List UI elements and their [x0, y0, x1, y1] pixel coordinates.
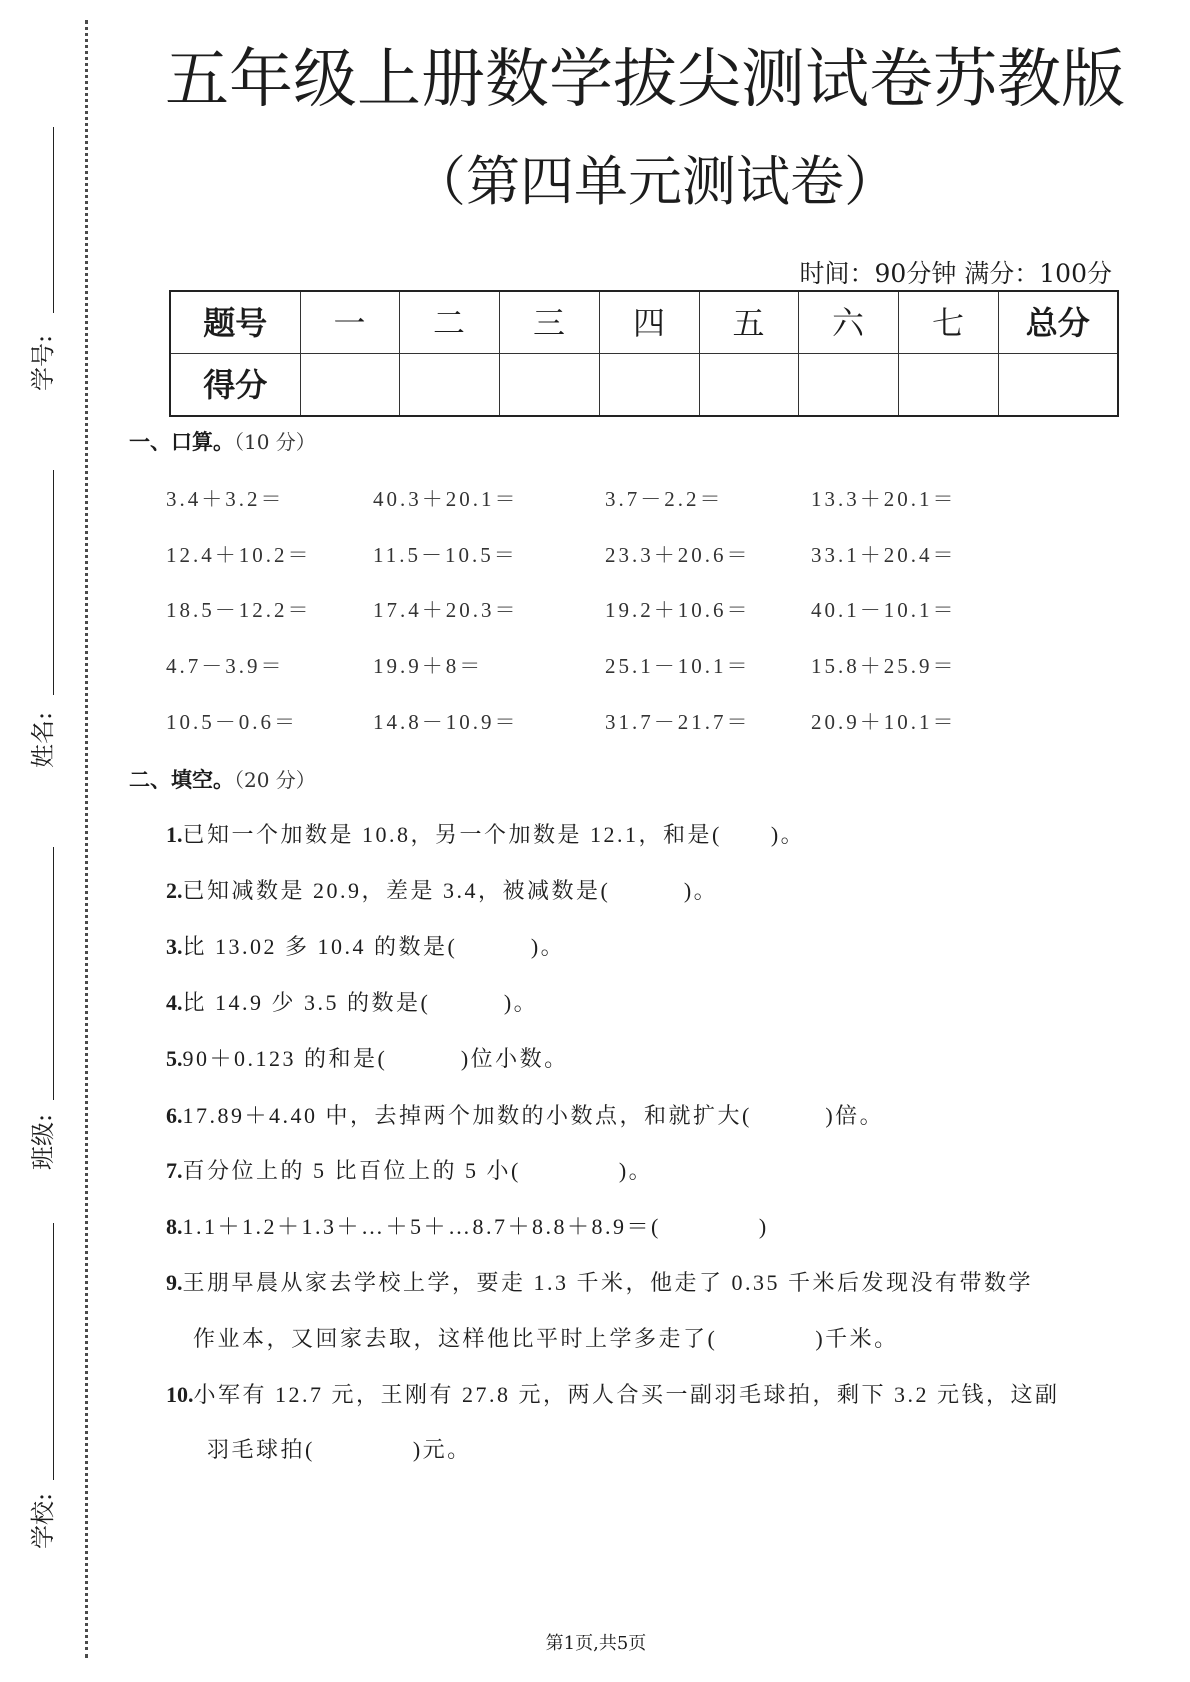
calc-problem: 10.5－0.6＝	[166, 710, 298, 734]
score-cell	[898, 354, 998, 417]
student-id-label: 学号:	[29, 334, 57, 392]
question-8	[166, 1211, 769, 1243]
binding-dotted-line	[85, 20, 88, 1658]
question-3	[166, 931, 565, 963]
calc-problem: 40.1－10.1＝	[811, 598, 957, 622]
page-indicator: 第1页,共5页	[545, 1633, 647, 1654]
question-text: 王朋早晨从家去学校上学，要走 1.3 千米，他走了 0.35 千米后发现没有带数学	[182, 1270, 1034, 1295]
question-10-continuation: 羽毛球拍( )元。	[207, 1437, 472, 1462]
calc-problem: 25.1－10.1＝	[605, 654, 751, 678]
question-text: 1.1＋1.2＋1.3＋…＋5＋…8.7＋8.8＋8.9＝( )	[182, 1214, 769, 1239]
question-number: 4.	[166, 990, 183, 1015]
calc-problem: 11.5－10.5＝	[373, 543, 518, 567]
calc-problem: 14.8－10.9＝	[373, 710, 519, 734]
question-5	[166, 1043, 569, 1075]
calc-problem: 20.9＋10.1＝	[811, 710, 957, 734]
calc-problem: 13.3＋20.1＝	[811, 487, 957, 511]
score-table-score-row	[170, 354, 1118, 417]
section2-points: （20 分）	[234, 768, 316, 792]
class-label: 班级:	[29, 1113, 57, 1171]
school-underline	[53, 1223, 54, 1480]
question-1	[166, 819, 805, 851]
question-number: 5.	[166, 1046, 183, 1071]
section2-title: 二、填空。	[129, 767, 234, 792]
calc-problem: 4.7－3.9＝	[166, 654, 285, 678]
question-2	[166, 875, 718, 907]
score-table-header-cell: 题号	[170, 291, 300, 354]
school-label: 学校:	[29, 1492, 57, 1550]
exam-time-info: 时间：90分钟 满分：100分	[799, 259, 1112, 288]
section2-heading	[129, 766, 316, 794]
question-6	[166, 1100, 884, 1132]
question-text: 百分位上的 5 比百位上的 5 小( )。	[182, 1158, 654, 1183]
page-subtitle: （第四单元测试卷）	[412, 150, 898, 213]
calc-problem: 3.7－2.2＝	[605, 487, 724, 511]
calc-problem: 18.5－12.2＝	[166, 598, 312, 622]
question-10	[166, 1379, 1060, 1411]
section1-title: 一、口算。	[129, 429, 234, 454]
section1-heading	[129, 428, 316, 456]
score-table-header-cell: 二	[399, 291, 499, 354]
calc-problem: 19.9＋8＝	[373, 654, 484, 678]
score-cell	[998, 354, 1118, 417]
score-cell	[399, 354, 499, 417]
question-number: 3.	[166, 934, 183, 959]
name-label: 姓名:	[29, 711, 57, 769]
class-underline	[53, 847, 54, 1100]
question-number: 7.	[166, 1158, 183, 1183]
question-text: 已知一个加数是 10.8，另一个加数是 12.1，和是( )。	[182, 822, 806, 847]
question-number: 1.	[166, 822, 183, 847]
question-number: 10.	[166, 1382, 194, 1407]
question-number: 9.	[166, 1270, 183, 1295]
student-id-underline	[53, 127, 54, 313]
name-underline	[53, 470, 54, 695]
section1-points: （10 分）	[234, 430, 316, 454]
score-table-header-cell: 六	[798, 291, 898, 354]
score-cell	[300, 354, 399, 417]
question-7	[166, 1155, 653, 1187]
question-number: 2.	[166, 878, 183, 903]
calc-problem: 17.4＋20.3＝	[373, 598, 519, 622]
calc-problem: 3.4＋3.2＝	[166, 487, 285, 511]
score-table-header-cell: 五	[699, 291, 798, 354]
calc-problem: 40.3＋20.1＝	[373, 487, 519, 511]
calc-problem: 19.2＋10.6＝	[605, 598, 751, 622]
score-cell	[599, 354, 699, 417]
calc-problem: 12.4＋10.2＝	[166, 543, 312, 567]
question-text: 比 13.02 多 10.4 的数是( )。	[182, 934, 566, 959]
score-row-label: 得分	[170, 354, 300, 417]
score-cell	[499, 354, 599, 417]
calc-problem: 15.8＋25.9＝	[811, 654, 957, 678]
question-text: 比 14.9 少 3.5 的数是( )。	[182, 990, 539, 1015]
question-number: 8.	[166, 1214, 183, 1239]
score-table-header-row	[170, 291, 1118, 354]
score-table	[169, 290, 1119, 417]
question-number: 6.	[166, 1103, 183, 1128]
calc-problem: 23.3＋20.6＝	[605, 543, 751, 567]
question-9	[166, 1267, 1033, 1299]
question-text: 90＋0.123 的和是( )位小数。	[182, 1046, 569, 1071]
question-4	[166, 987, 538, 1019]
calc-problem: 33.1＋20.4＝	[811, 543, 957, 567]
calc-problem: 31.7－21.7＝	[605, 710, 751, 734]
question-text: 已知减数是 20.9，差是 3.4，被减数是( )。	[182, 878, 719, 903]
question-text: 17.89＋4.40 中，去掉两个加数的小数点，和就扩大( )倍。	[182, 1103, 885, 1128]
score-table-header-cell: 四	[599, 291, 699, 354]
question-9-continuation: 作业本，又回家去取，这样他比平时上学多走了( )千米。	[193, 1326, 899, 1351]
score-table-header-cell: 三	[499, 291, 599, 354]
score-table-header-cell: 一	[300, 291, 399, 354]
score-table-header-cell: 总分	[998, 291, 1118, 354]
page-title: 五年级上册数学拔尖测试卷苏教版	[165, 43, 1125, 117]
score-cell	[798, 354, 898, 417]
score-table-header-cell: 七	[898, 291, 998, 354]
question-text: 小军有 12.7 元，王刚有 27.8 元，两人合买一副羽毛球拍，剩下 3.2 元钱，这副	[193, 1382, 1060, 1407]
score-cell	[699, 354, 798, 417]
